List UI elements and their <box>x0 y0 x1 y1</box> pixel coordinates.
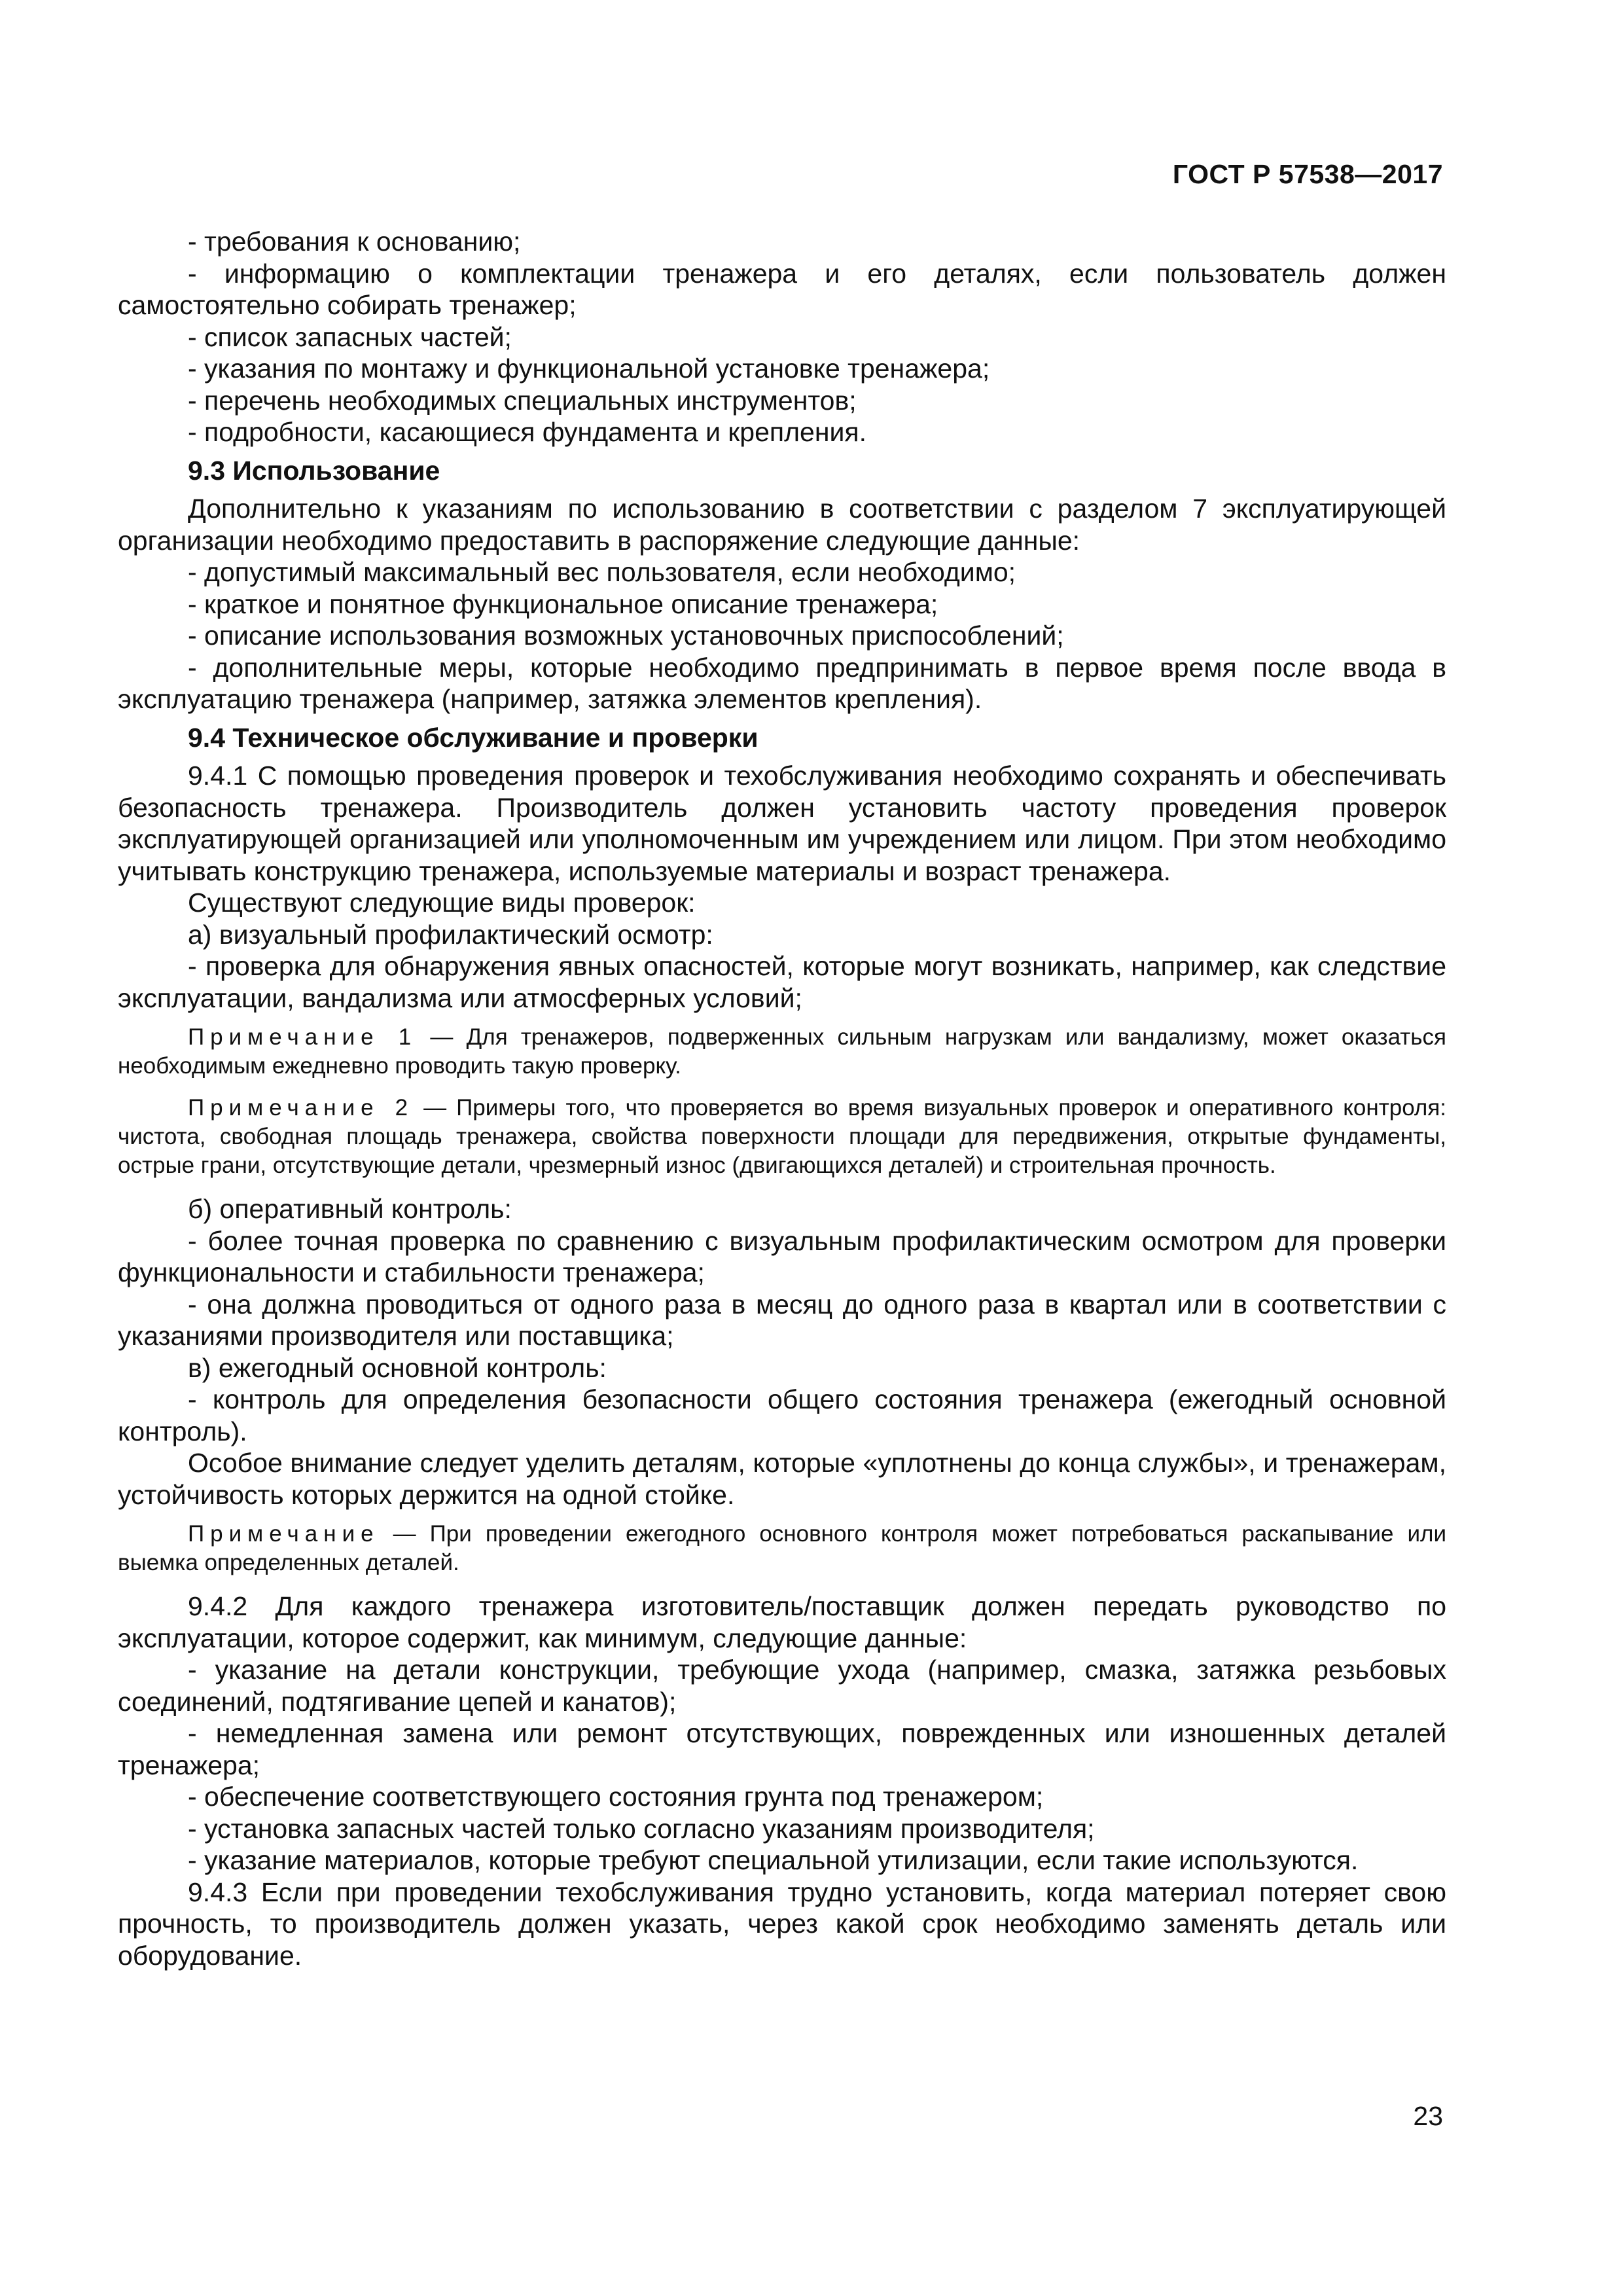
section-heading-9-4: 9.4 Техническое обслуживание и проверки <box>188 722 758 753</box>
list-label: в) ежегодный основной контроль: <box>188 1352 607 1383</box>
list-item: - установка запасных частей только согласно указаниям производителя; <box>188 1813 1095 1844</box>
note-text: — Для тренажеров, подверженных сильным нагрузкам или вандализму, может оказаться необходимым ежедневно проводить такую проверку. <box>118 1024 1446 1079</box>
list-item: - краткое и понятное функциональное описание тренажера; <box>188 588 938 619</box>
list-item: - немедленная замена или ремонт отсутствующих, поврежденных или изношенных деталей тренажера; <box>118 1718 1446 1780</box>
list-item: - подробности, касающиеся фундамента и крепления. <box>188 417 866 447</box>
list-item: - указание на детали конструкции, требующие ухода (например, смазка, затяжка резьбовых соединений, подтягивание цепей и канатов); <box>118 1655 1446 1717</box>
list-item: - указание материалов, которые требуют специальной утилизации, если такие используются. <box>188 1845 1359 1875</box>
note-label: Примечание 2 <box>188 1095 414 1121</box>
page-number: 23 <box>1413 2101 1443 2131</box>
paragraph-9-4-3: 9.4.3 Если при проведении техобслуживания трудно установить, когда материал потеряет свою прочность, то производитель должен указать, через какой срок необходимо заменять деталь или оборудование. <box>118 1876 1446 1971</box>
note-text: — При проведении ежегодного основного контроля может потребоваться раскапывание или выемка определенных деталей. <box>118 1521 1446 1575</box>
note-label: Примечание <box>188 1521 380 1547</box>
list-item: - описание использования возможных установочных приспособлений; <box>188 620 1064 651</box>
note-2 <box>118 1094 1446 1180</box>
note-1 <box>118 1023 1446 1081</box>
list-item: - более точная проверка по сравнению с визуальным профилактическим осмотром для проверки функциональности и стабильности тренажера; <box>118 1225 1446 1287</box>
note-3 <box>118 1520 1446 1577</box>
paragraph: Существуют следующие виды проверок: <box>188 888 696 918</box>
list-label: а) визуальный профилактический осмотр: <box>188 919 713 950</box>
note-label: Примечание 1 <box>188 1024 418 1050</box>
section-heading-9-3: 9.3 Использование <box>188 455 440 486</box>
note-text: — Примеры того, что проверяется во время визуальных проверок и оперативного контроля: чистота, свободная площадь тренажера, свойства поверхности площади для передвижения, открытые фундаменты, острые грани, отсутствующие детали, чрезмерный износ (двигающихся деталей) и строительная прочность. <box>118 1095 1447 1178</box>
list-item: - требования к основанию; <box>188 226 521 257</box>
document-code-header: ГОСТ Р 57538—2017 <box>1172 159 1443 189</box>
paragraph: Дополнительно к указаниям по использованию в соответствии с разделом 7 эксплуатирующей организации необходимо предоставить в распоряжение следующие данные: <box>118 493 1446 556</box>
list-item: - дополнительные меры, которые необходимо предпринимать в первое время после ввода в эксплуатацию тренажера (например, затяжка элементов крепления). <box>118 652 1446 714</box>
list-item: - контроль для определения безопасности общего состояния тренажера (ежегодный основной контроль). <box>118 1384 1446 1446</box>
list-item: - допустимый максимальный вес пользователя, если необходимо; <box>188 557 1016 587</box>
list-item: - список запасных частей; <box>188 321 512 352</box>
list-item: - указания по монтажу и функциональной установке тренажера; <box>188 353 990 384</box>
paragraph: Особое внимание следует уделить деталям, которые «уплотнены до конца службы», и тренажерам, устойчивость которых держится на одной стойке. <box>118 1448 1446 1510</box>
list-label: б) оперативный контроль: <box>188 1194 512 1224</box>
list-item: - информацию о комплектации тренажера и его деталях, если пользователь должен самостоятельно собирать тренажер; <box>118 258 1446 320</box>
paragraph-9-4-2: 9.4.2 Для каждого тренажера изготовитель/поставщик должен передать руководство по эксплуатации, которое содержит, как минимум, следующие данные: <box>118 1591 1446 1653</box>
list-item: - обеспечение соответствующего состояния грунта под тренажером; <box>188 1782 1044 1812</box>
paragraph-9-4-1: 9.4.1 С помощью проведения проверок и техобслуживания необходимо сохранять и обеспечивать безопасность тренажера. Производитель должен установить частоту проведения проверок эксплуатирующей организацией или уполномоченным им учреждением или лицом. При этом необходимо учитывать конструкцию тренажера, используемые материалы и возраст тренажера. <box>118 761 1446 886</box>
list-item: - она должна проводиться от одного раза в месяц до одного раза в квартал или в соответствии с указаниями производителя или поставщика; <box>118 1289 1446 1351</box>
list-item: - перечень необходимых специальных инструментов; <box>188 385 857 416</box>
list-item: - проверка для обнаружения явных опасностей, которые могут возникать, например, как следствие эксплуатации, вандализма или атмосферных условий; <box>118 951 1446 1013</box>
document-body <box>118 226 1446 1971</box>
